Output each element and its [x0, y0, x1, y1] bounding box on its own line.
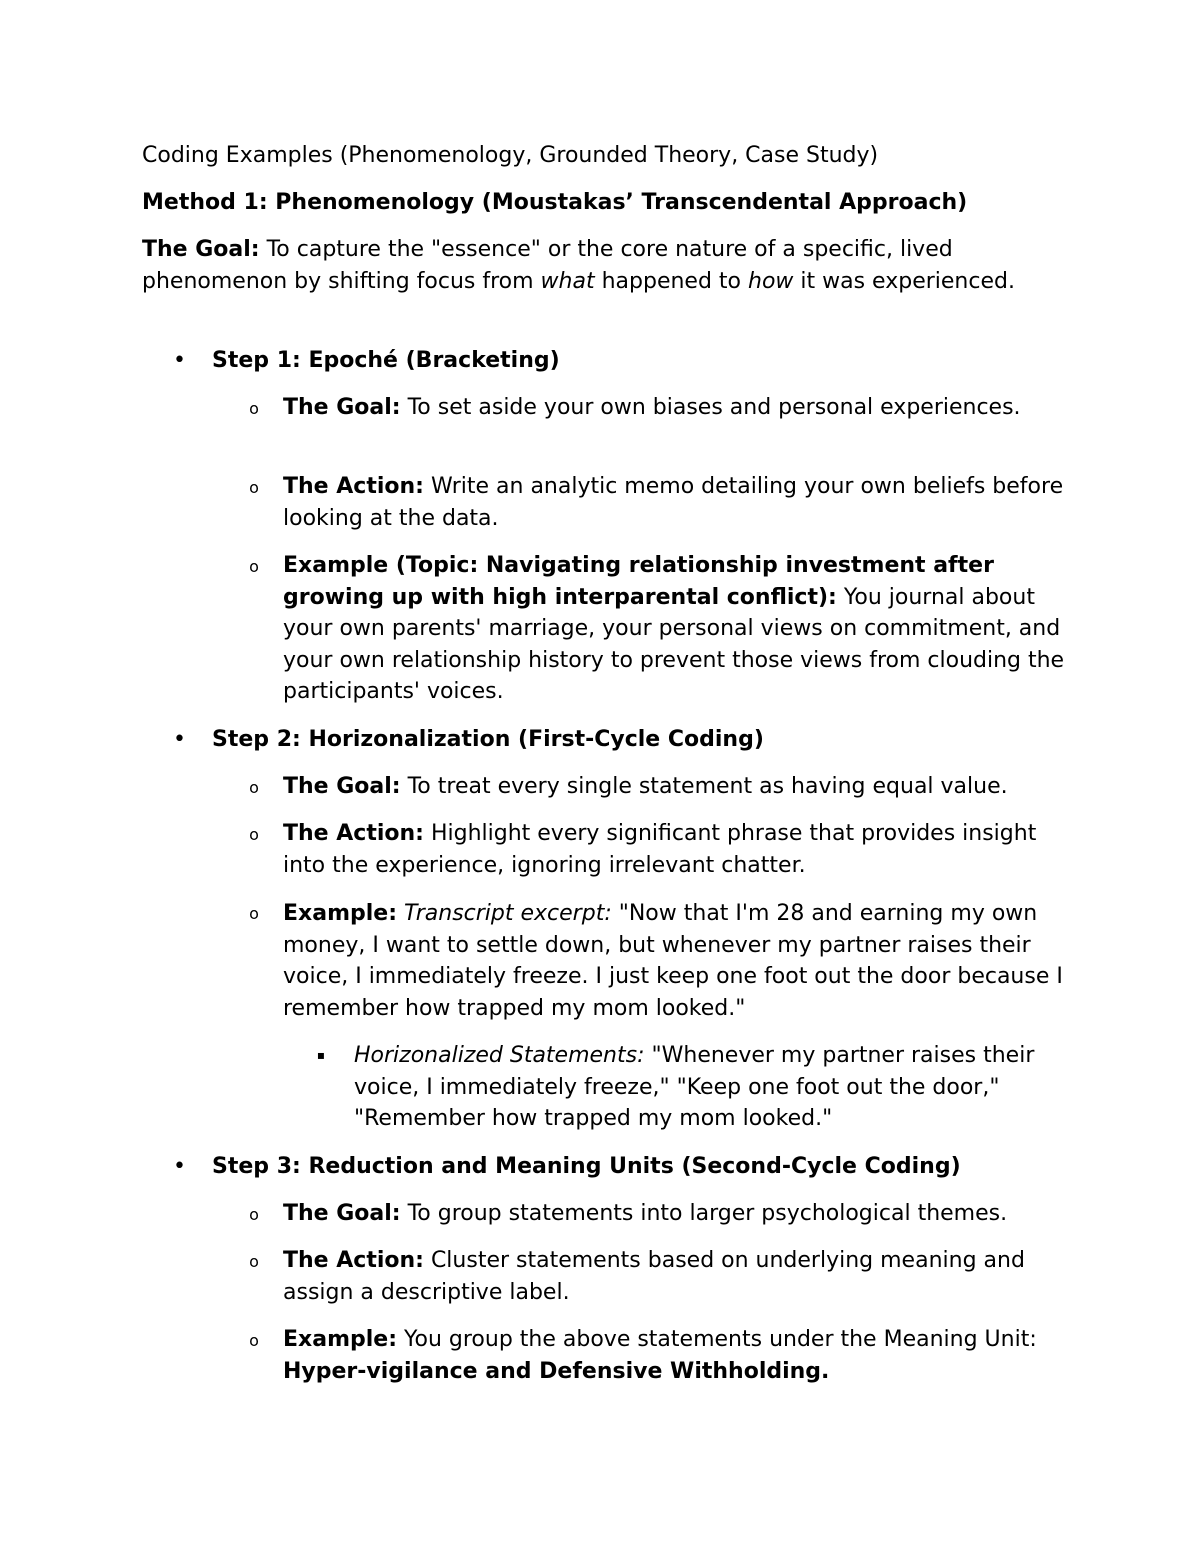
- step-3-example: [283, 1324, 1073, 1387]
- step-1-action-label: The Action:: [283, 474, 424, 499]
- step-3-goal-text: To group statements into larger psychological themes.: [400, 1201, 1008, 1226]
- sub-bullet-icon: o: [249, 557, 259, 576]
- step-3-meaning-unit: Hyper-vigilance and Defensive Withholding.: [283, 1358, 830, 1384]
- step-1-goal-text: To set aside your own biases and personal experiences.: [400, 395, 1021, 420]
- sub-bullet-icon: o: [249, 904, 259, 923]
- step-2-action-text: Highlight every significant phrase that provides insight into the experience, ignoring irrelevant chatter.: [283, 821, 1037, 878]
- document-title: Coding Examples (Phenomenology, Grounded Theory, Case Study): [142, 143, 879, 168]
- step-3-action-text: Cluster statements based on underlying meaning and assign a descriptive label.: [283, 1248, 1025, 1305]
- sub-bullet-icon: o: [249, 478, 259, 497]
- sub-bullet-icon: o: [249, 1252, 259, 1271]
- step-1-action-text: Write an analytic memo detailing your own beliefs before looking at the data.: [283, 474, 1064, 531]
- goal-text-1: To capture the "essence" or the core nature of a specific, lived phenomenon by shifting focus from: [142, 237, 953, 294]
- step-2-title: Step 2: Horizonalization (First-Cycle Coding): [212, 727, 764, 752]
- goal-text-3: it was experienced.: [793, 268, 1015, 294]
- step-2-goal: [283, 771, 1073, 803]
- sub-bullet-icon: o: [249, 825, 259, 844]
- step-2-goal-text: To treat every single statement as having equal value.: [400, 774, 1008, 799]
- step-1-example-label: Example (Topic: Navigating relationship investment after growing up with high interparental conflict):: [283, 553, 994, 610]
- sub-bullet-icon: o: [249, 399, 259, 418]
- sub-sub-bullet-icon: ▪: [316, 1048, 326, 1062]
- step-2-example-label: Example:: [283, 901, 397, 926]
- step-3-goal-label: The Goal:: [283, 1201, 401, 1226]
- step-3-action: [283, 1245, 1073, 1308]
- step-1-goal-label: The Goal:: [283, 395, 401, 420]
- step-2-horizonalized-statements: [354, 1040, 1054, 1135]
- goal-emphasis-how: how: [748, 268, 794, 294]
- step-2-example: [283, 898, 1073, 1024]
- bullet-icon: •: [173, 727, 186, 752]
- step-3-action-label: The Action:: [283, 1248, 424, 1273]
- step-2-action-label: The Action:: [283, 821, 424, 846]
- step-2-example-emphasis: Transcript excerpt:: [404, 901, 612, 926]
- step-3-example-label: Example:: [283, 1327, 397, 1352]
- sub-bullet-icon: o: [249, 1331, 259, 1350]
- step-1-goal: [283, 392, 1073, 424]
- step-3-goal: [283, 1198, 1073, 1230]
- step-3-example-text: You group the above statements under the Meaning Unit:: [397, 1327, 1037, 1352]
- sub-bullet-icon: o: [249, 778, 259, 797]
- goal-label: The Goal:: [142, 237, 260, 262]
- horizonalized-label: Horizonalized Statements:: [354, 1043, 645, 1068]
- step-3-title: Step 3: Reduction and Meaning Units (Second-Cycle Coding): [212, 1154, 961, 1179]
- step-1-title: Step 1: Epoché (Bracketing): [212, 348, 560, 373]
- method-goal-paragraph: [142, 234, 1042, 297]
- goal-text-2: happened to: [594, 268, 748, 294]
- step-2-example-text: "Now that I'm 28 and earning my own money, I want to settle down, but whenever my partner raises their voice, I immediately freeze. I just keep one foot out the door because I remember how trapped my mom looked.": [283, 901, 1063, 1021]
- horizonalized-text: "Whenever my partner raises their voice, I immediately freeze," "Keep one foot out the door," "Remember how trapped my mom looked.": [354, 1043, 1035, 1131]
- bullet-icon: •: [173, 348, 186, 373]
- bullet-icon: •: [173, 1154, 186, 1179]
- sub-bullet-icon: o: [249, 1205, 259, 1224]
- goal-emphasis-what: what: [540, 268, 595, 294]
- step-2-action: [283, 818, 1073, 881]
- step-1-example: [283, 550, 1073, 708]
- step-2-goal-label: The Goal:: [283, 774, 401, 799]
- step-1-example-text: You journal about your own parents' marriage, your personal views on commitment, and your own relationship history to prevent those views from clouding the participants' voices.: [283, 584, 1065, 704]
- method-heading: Method 1: Phenomenology (Moustakas’ Transcendental Approach): [142, 190, 968, 215]
- step-1-action: [283, 471, 1073, 534]
